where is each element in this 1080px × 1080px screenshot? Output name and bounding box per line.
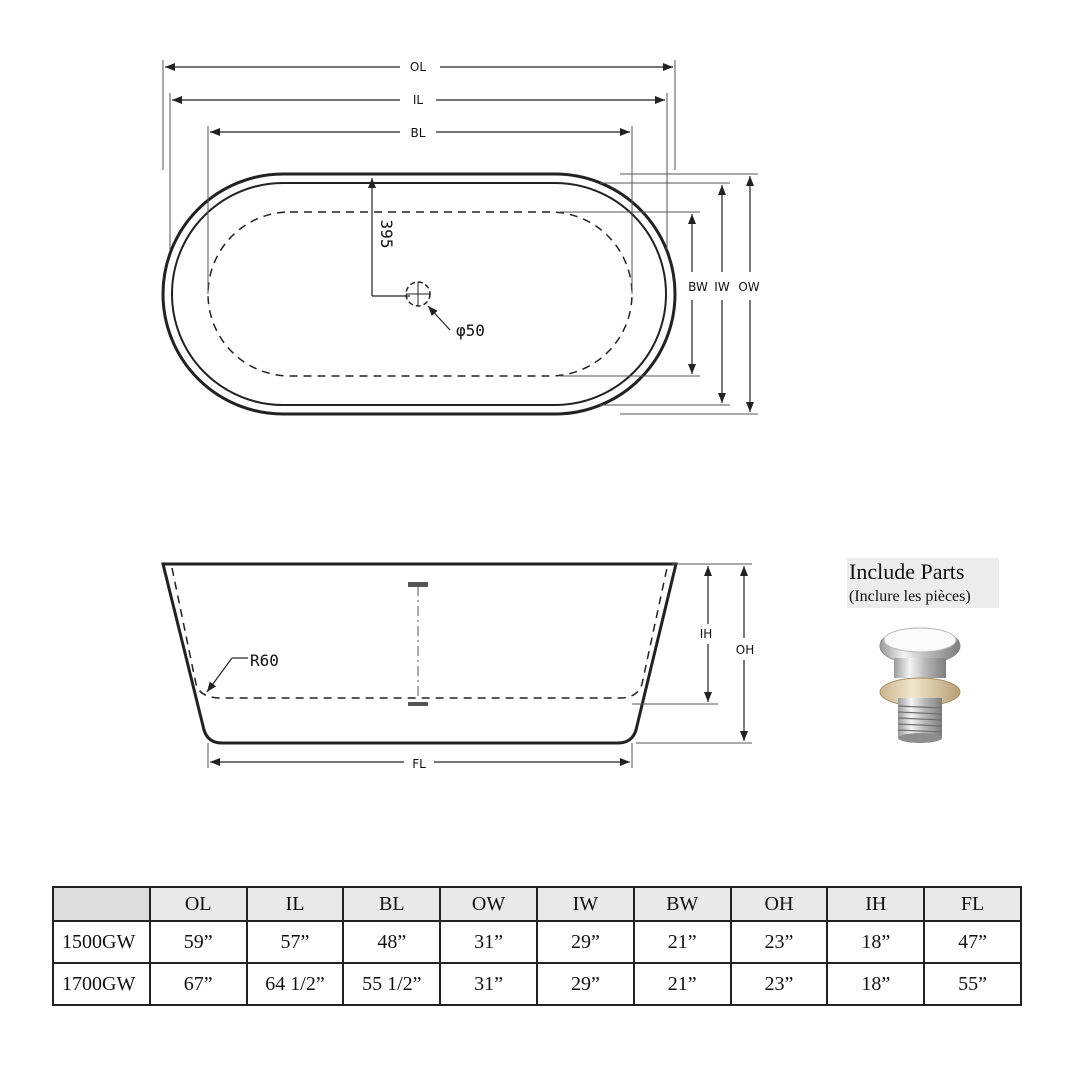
dim-fl	[208, 743, 632, 771]
table-cell: 29”	[537, 963, 634, 1005]
column-header: OW	[440, 887, 537, 921]
bl-label: BL	[410, 126, 426, 140]
parts-subtitle: (Inclure les pièces)	[847, 586, 999, 608]
dimension-spec-table	[52, 886, 1022, 1006]
column-header: OL	[150, 887, 247, 921]
dim-ih	[632, 564, 718, 704]
table-cell: 18”	[827, 963, 924, 1005]
bw-label: BW	[688, 280, 708, 294]
ih-label: IH	[699, 627, 713, 641]
table-cell: 55”	[924, 963, 1021, 1005]
column-header	[53, 887, 150, 921]
table-cell: 23”	[731, 963, 828, 1005]
table-cell: 59”	[150, 921, 247, 963]
model-cell: 1700GW	[53, 963, 150, 1005]
table-header-row	[53, 887, 1021, 921]
tub-side-profile	[163, 564, 676, 743]
column-header: IL	[247, 887, 344, 921]
table-cell: 64 1/2”	[247, 963, 344, 1005]
ol-label: OL	[409, 60, 427, 74]
fl-label: FL	[412, 757, 426, 771]
column-header: IH	[827, 887, 924, 921]
oh-label: OH	[735, 643, 755, 657]
table-cell: 18”	[827, 921, 924, 963]
table-cell: 31”	[440, 963, 537, 1005]
drain-diameter-label: φ50	[456, 321, 485, 340]
iw-label: IW	[714, 280, 730, 294]
table-cell: 47”	[924, 921, 1021, 963]
table-cell: 29”	[537, 921, 634, 963]
dim-bl	[208, 126, 632, 294]
drain-offset-label: 395	[377, 219, 396, 249]
column-header: BW	[634, 887, 731, 921]
dim-ol	[163, 60, 675, 170]
column-header: IW	[537, 887, 634, 921]
table-cell: 48”	[343, 921, 440, 963]
tub-inner-profile	[172, 568, 667, 698]
table-row	[53, 963, 1021, 1005]
column-header: FL	[924, 887, 1021, 921]
table-cell: 23”	[731, 921, 828, 963]
table-cell: 67”	[150, 963, 247, 1005]
ow-label: OW	[738, 280, 760, 294]
table-cell: 21”	[634, 963, 731, 1005]
dim-bw	[560, 212, 708, 376]
model-cell: 1500GW	[53, 921, 150, 963]
column-header: OH	[731, 887, 828, 921]
il-label: IL	[412, 93, 424, 107]
table-row	[53, 921, 1021, 963]
table-cell: 21”	[634, 921, 731, 963]
parts-title: Include Parts	[847, 558, 999, 586]
table-cell: 57”	[247, 921, 344, 963]
dim-radius	[207, 651, 279, 692]
dim-drain-offset	[372, 178, 410, 296]
drain-outlet-icon	[408, 702, 428, 706]
side-view	[163, 564, 754, 771]
table-cell: 31”	[440, 921, 537, 963]
top-view	[163, 60, 760, 414]
drain-icon	[406, 282, 485, 340]
pop-up-drain-icon	[872, 622, 968, 748]
overflow-icon	[408, 582, 428, 587]
column-header: BL	[343, 887, 440, 921]
radius-label: R60	[250, 651, 279, 670]
table-cell: 55 1/2”	[343, 963, 440, 1005]
